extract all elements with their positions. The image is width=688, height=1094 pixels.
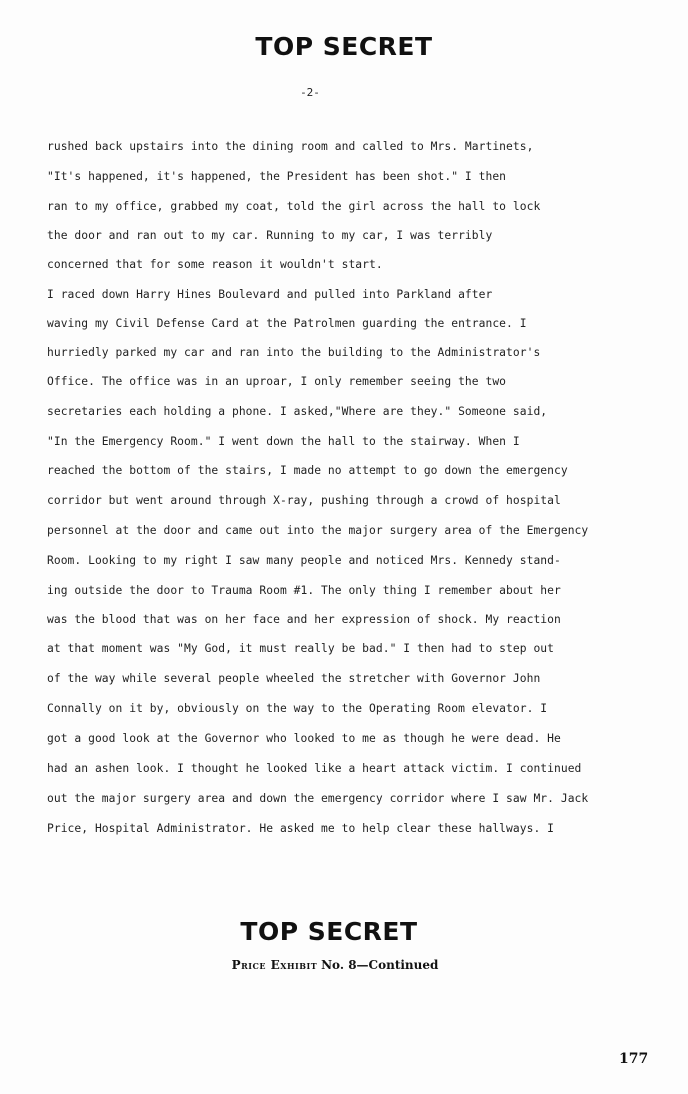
text-line: rushed back upstairs into the dining room and called to Mrs. Martinets, (47, 140, 534, 153)
classification-header: TOP SECRET (255, 32, 433, 61)
text-line: Room. Looking to my right I saw many people and noticed Mrs. Kennedy stand- (47, 554, 561, 567)
page-marker: -2- (300, 86, 320, 99)
text-line: personnel at the door and came out into the major surgery area of the Emergency (47, 524, 589, 537)
text-line: Office. The office was in an uproar, I only remember seeing the two (47, 375, 507, 388)
text-line: got a good look at the Governor who looked to me as though he were dead. He (47, 732, 561, 745)
text-line: hurriedly parked my car and ran into the building to the Administrator's (47, 346, 541, 359)
text-line: waving my Civil Defense Card at the Patrolmen guarding the entrance. I (47, 317, 527, 330)
page-folio: 177 (619, 1051, 649, 1067)
text-line: secretaries each holding a phone. I asked,"Where are they." Someone said, (47, 405, 548, 418)
text-line: Price, Hospital Administrator. He asked me to help clear these hallways. I (47, 822, 554, 835)
exhibit-caption-smallcaps: Price Exhibit (231, 958, 318, 972)
text-line: "In the Emergency Room." I went down the hall to the stairway. When I (47, 435, 520, 448)
text-line: Connally on it by, obviously on the way to the Operating Room elevator. I (47, 702, 548, 715)
text-line: out the major surgery area and down the emergency corridor where I saw Mr. Jack (47, 792, 589, 805)
text-line: ran to my office, grabbed my coat, told the girl across the hall to lock (47, 200, 541, 213)
text-line: ing outside the door to Trauma Room #1. The only thing I remember about her (47, 584, 561, 597)
text-line: had an ashen look. I thought he looked like a heart attack victim. I continued (47, 762, 582, 775)
text-line: concerned that for some reason it wouldn't start. (47, 258, 383, 271)
text-line: the door and ran out to my car. Running to my car, I was terribly (47, 229, 493, 242)
text-line: corridor but went around through X-ray, pushing through a crowd of hospital (47, 494, 561, 507)
classification-footer: TOP SECRET (240, 917, 418, 946)
text-line: I raced down Harry Hines Boulevard and pulled into Parkland after (47, 288, 493, 301)
text-line: at that moment was "My God, it must really be bad." I then had to step out (47, 642, 554, 655)
text-line: "It's happened, it's happened, the President has been shot." I then (47, 170, 507, 183)
exhibit-caption-rest: No. 8—Continued (321, 958, 439, 972)
text-line: of the way while several people wheeled the stretcher with Governor John (47, 672, 541, 685)
exhibit-caption (0, 958, 670, 972)
text-line: reached the bottom of the stairs, I made no attempt to go down the emergency (47, 464, 568, 477)
text-line: was the blood that was on her face and her expression of shock. My reaction (47, 613, 561, 626)
